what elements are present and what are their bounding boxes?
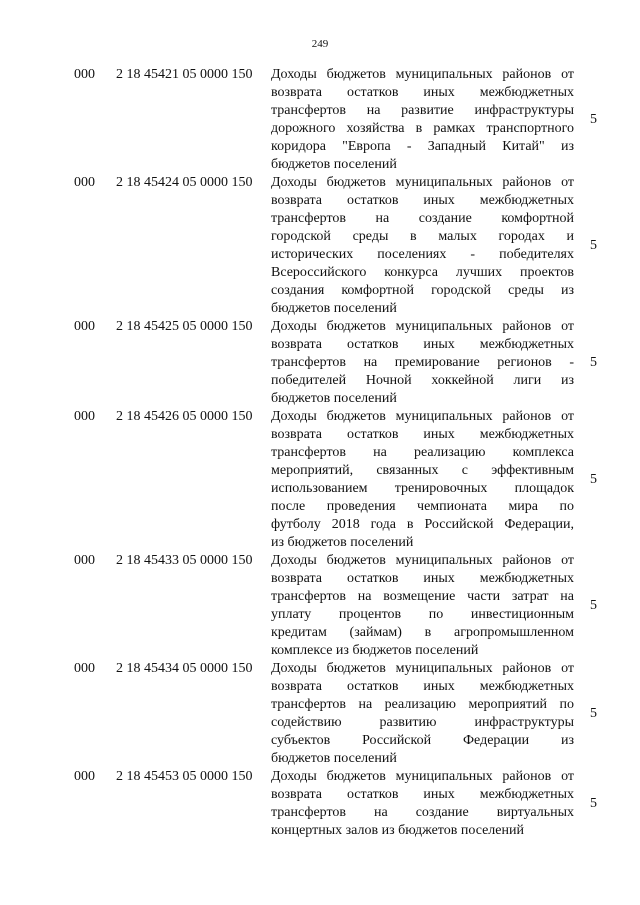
admin-code: 000 [74, 661, 95, 676]
admin-code: 000 [74, 175, 95, 190]
description-line: возврата остатков иных межбюджетных [271, 337, 574, 352]
description-line: Доходы бюджетов муниципальных районов от [271, 67, 574, 82]
description-line: бюджетов поселений [271, 751, 397, 766]
description-line: бюджетов поселений [271, 157, 397, 172]
row-value: 5 [590, 598, 597, 613]
description-line: коридора "Европа - Западный Китай" из [271, 139, 574, 154]
description-line: уплату процентов по инвестиционным [271, 607, 574, 622]
description-line: трансфертов на премирование регионов - [271, 355, 574, 370]
table-row [0, 552, 640, 660]
description-line: возврата остатков иных межбюджетных [271, 787, 574, 802]
description-line: комплексе из бюджетов поселений [271, 643, 479, 658]
description-line: трансфертов на реализацию комплекса [271, 445, 574, 460]
description-line: трансфертов на создание виртуальных [271, 805, 574, 820]
description-line: трансфертов на реализацию мероприятий по [271, 697, 574, 712]
table-row [0, 660, 640, 768]
description-line: трансфертов на развитие инфраструктуры [271, 103, 574, 118]
row-description [271, 408, 574, 552]
description-line: бюджетов поселений [271, 301, 397, 316]
row-description [271, 768, 574, 840]
admin-code: 000 [74, 553, 95, 568]
table-row [0, 318, 640, 408]
kbk-code: 2 18 45421 05 0000 150 [116, 67, 253, 82]
row-value: 5 [590, 112, 597, 127]
row-description [271, 552, 574, 660]
description-line: Доходы бюджетов муниципальных районов от [271, 409, 574, 424]
description-line: возврата остатков иных межбюджетных [271, 427, 574, 442]
admin-code: 000 [74, 67, 95, 82]
kbk-code: 2 18 45424 05 0000 150 [116, 175, 253, 190]
description-line: Всероссийского конкурса лучших проектов [271, 265, 574, 280]
admin-code: 000 [74, 319, 95, 334]
row-value: 5 [590, 706, 597, 721]
row-description [271, 174, 574, 318]
admin-code: 000 [74, 769, 95, 784]
description-line: Доходы бюджетов муниципальных районов от [271, 553, 574, 568]
description-line: кредитам (займам) в агропромышленном [271, 625, 574, 640]
description-line: субъектов Российской Федерации из [271, 733, 574, 748]
description-line: Доходы бюджетов муниципальных районов от [271, 319, 574, 334]
description-line: победителей Ночной хоккейной лиги из [271, 373, 574, 388]
table-row [0, 66, 640, 174]
description-line: использованием тренировочных площадок [271, 481, 574, 496]
kbk-code: 2 18 45453 05 0000 150 [116, 769, 253, 784]
description-line: трансфертов на возмещение части затрат на [271, 589, 574, 604]
description-line: Доходы бюджетов муниципальных районов от [271, 175, 574, 190]
description-line: после проведения чемпионата мира по [271, 499, 574, 514]
row-value: 5 [590, 355, 597, 370]
description-line: футболу 2018 года в Российской Федерации, [271, 517, 574, 532]
description-line: возврата остатков иных межбюджетных [271, 571, 574, 586]
description-line: возврата остатков иных межбюджетных [271, 85, 574, 100]
kbk-code: 2 18 45433 05 0000 150 [116, 553, 253, 568]
description-line: создания комфортной городской среды из [271, 283, 574, 298]
table-row [0, 174, 640, 318]
description-line: городской среды в малых городах и [271, 229, 574, 244]
row-description [271, 66, 574, 174]
description-line: возврата остатков иных межбюджетных [271, 193, 574, 208]
description-line: содействию развитию инфраструктуры [271, 715, 574, 730]
description-line: возврата остатков иных межбюджетных [271, 679, 574, 694]
revenue-code-table [0, 66, 640, 840]
description-line: концертных залов из бюджетов поселений [271, 823, 524, 838]
kbk-code: 2 18 45434 05 0000 150 [116, 661, 253, 676]
description-line: бюджетов поселений [271, 391, 397, 406]
admin-code: 000 [74, 409, 95, 424]
row-description [271, 318, 574, 408]
kbk-code: 2 18 45426 05 0000 150 [116, 409, 253, 424]
page-number: 249 [311, 38, 329, 50]
table-row [0, 408, 640, 552]
description-line: Доходы бюджетов муниципальных районов от [271, 661, 574, 676]
description-line: трансфертов на создание комфортной [271, 211, 574, 226]
kbk-code: 2 18 45425 05 0000 150 [116, 319, 253, 334]
description-line: мероприятий, связанных с эффективным [271, 463, 574, 478]
row-description [271, 660, 574, 768]
table-row [0, 768, 640, 840]
description-line: дорожного хозяйства в рамках транспортного [271, 121, 574, 136]
row-value: 5 [590, 796, 597, 811]
description-line: из бюджетов поселений [271, 535, 414, 550]
row-value: 5 [590, 238, 597, 253]
description-line: Доходы бюджетов муниципальных районов от [271, 769, 574, 784]
row-value: 5 [590, 472, 597, 487]
description-line: исторических поселениях - победителях [271, 247, 574, 262]
